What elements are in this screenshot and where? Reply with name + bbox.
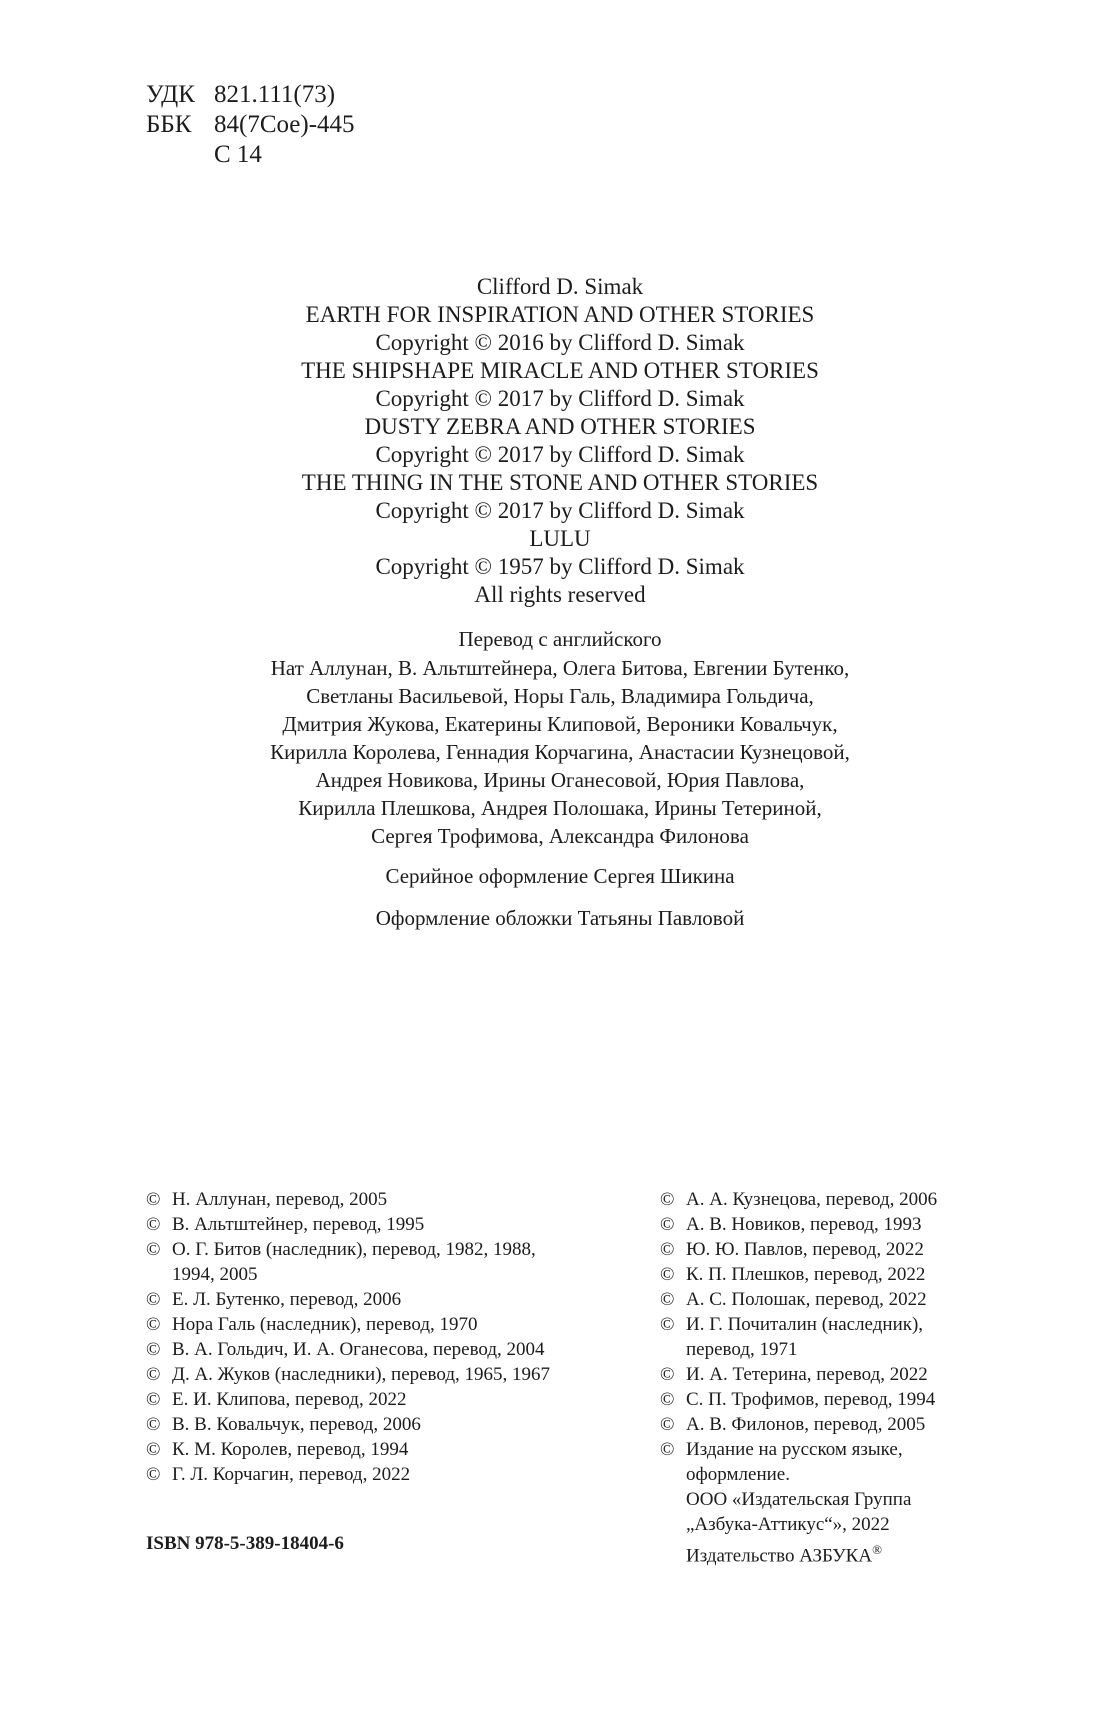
translators-line: Сергея Трофимова, Александра Филонова [371, 824, 749, 848]
copyright-text: С. П. Трофимов, перевод, 1994 [686, 1389, 936, 1410]
bbk-row [146, 110, 355, 140]
copyright-icon: © [146, 1239, 161, 1260]
credit-line: EARTH FOR INSPIRATION AND OTHER STORIES [305, 302, 815, 327]
copyright-icon: © [660, 1214, 675, 1235]
credit-line: THE SHIPSHAPE MIRACLE AND OTHER STORIES [301, 358, 819, 383]
copyright-icon: © [146, 1414, 161, 1435]
copyright-icon: © [146, 1439, 161, 1460]
copyright-text: В. Альтштейнер, перевод, 1995 [172, 1214, 425, 1235]
translators-line: Кирилла Королева, Геннадия Корчагина, Анастасии Кузнецовой, [270, 740, 850, 764]
credit-line: Copyright © 2016 by Clifford D. Simak [375, 330, 745, 355]
copyright-icon: © [146, 1364, 161, 1385]
copyright-item [660, 1287, 1000, 1312]
copyright-text: А. В. Филонов, перевод, 2005 [686, 1414, 926, 1435]
copyright-icon: © [660, 1289, 675, 1310]
copyright-icon: © [660, 1414, 675, 1435]
copyright-item [146, 1187, 626, 1212]
copyright-icon: © [660, 1264, 675, 1285]
publisher-name: Издательство АЗБУКА [686, 1545, 873, 1567]
copyright-text: А. В. Новиков, перевод, 1993 [686, 1214, 922, 1235]
credit-line: Copyright © 2017 by Clifford D. Simak [375, 386, 745, 411]
copyright-icon: © [146, 1289, 161, 1310]
copyright-item [146, 1412, 626, 1437]
cover-design: Оформление обложки Татьяны Павловой [375, 906, 745, 930]
copyright-item [146, 1437, 626, 1462]
credit-line: DUSTY ZEBRA AND OTHER STORIES [364, 414, 756, 439]
copyright-icon: © [146, 1189, 161, 1210]
copyright-text: Е. И. Клипова, перевод, 2022 [172, 1389, 407, 1410]
copyright-item [660, 1437, 1000, 1462]
credit-line: Clifford D. Simak [476, 274, 644, 299]
copyright-icon: © [146, 1214, 161, 1235]
copyright-text: О. Г. Битов (наследник), перевод, 1982, 1988, [172, 1239, 536, 1260]
copyright-icon: © [146, 1464, 161, 1485]
publisher-line-2: „Азбука-Аттикус“», 2022 [686, 1514, 890, 1535]
copyright-item [146, 1387, 626, 1412]
author-mark: С 14 [214, 141, 262, 168]
copyright-item [660, 1312, 1000, 1337]
copyrights-left-column [146, 1187, 626, 1487]
copyright-icon: © [660, 1189, 675, 1210]
copyright-text: Ю. Ю. Павлов, перевод, 2022 [686, 1239, 924, 1260]
copyright-item [660, 1187, 1000, 1212]
copyright-text: Нора Галь (наследник), перевод, 1970 [172, 1314, 478, 1335]
copyright-item [146, 1212, 626, 1237]
registered-mark: ® [872, 1542, 882, 1557]
copyright-text: К. М. Королев, перевод, 1994 [172, 1439, 409, 1460]
udk-value: 821.111(73) [214, 81, 336, 108]
credit-line: Copyright © 1957 by Clifford D. Simak [375, 554, 745, 579]
copyright-text: Е. Л. Бутенко, перевод, 2006 [172, 1289, 402, 1310]
copyright-item [660, 1212, 1000, 1237]
copyright-text: А. А. Кузнецова, перевод, 2006 [686, 1189, 938, 1210]
series-design: Серийное оформление Сергея Шикина [385, 864, 735, 888]
copyright-text: Г. Л. Корчагин, перевод, 2022 [172, 1464, 411, 1485]
copyright-text: И. А. Тетерина, перевод, 2022 [686, 1364, 928, 1385]
credit-line: THE THING IN THE STONE AND OTHER STORIES [301, 470, 819, 495]
credit-line: Copyright © 2017 by Clifford D. Simak [375, 442, 745, 467]
copyright-item [146, 1462, 626, 1487]
isbn: ISBN 978-5-389-18404-6 [146, 1533, 344, 1554]
copyright-continuation: перевод, 1971 [686, 1339, 798, 1360]
copyright-item [146, 1312, 626, 1337]
copyright-icon: © [146, 1314, 161, 1335]
translation-block [0, 625, 1100, 850]
copyright-text: В. В. Ковальчук, перевод, 2006 [172, 1414, 421, 1435]
copyright-text: К. П. Плешков, перевод, 2022 [686, 1264, 926, 1285]
credit-line: Copyright © 2017 by Clifford D. Simak [375, 498, 745, 523]
copyright-icon: © [660, 1364, 675, 1385]
copyright-text: А. С. Полошак, перевод, 2022 [686, 1289, 927, 1310]
copyright-item [146, 1362, 626, 1387]
translators-line: Нат Аллунан, В. Альтштейнера, Олега Битова, Евгении Бутенко, [270, 656, 850, 680]
copyright-text: В. А. Гольдич, И. А. Оганесова, перевод, 2004 [172, 1339, 545, 1360]
copyright-text: И. Г. Почиталин (наследник), [686, 1314, 924, 1335]
publisher-line-1: ООО «Издательская Группа [686, 1489, 912, 1510]
copyright-item [660, 1387, 1000, 1412]
copyright-icon: © [146, 1389, 161, 1410]
copyright-icon: © [146, 1339, 161, 1360]
copyright-text: Издание на русском языке, [686, 1439, 903, 1460]
copyright-item [660, 1362, 1000, 1387]
udk-label: УДК [146, 81, 195, 108]
author-mark-row [146, 140, 355, 170]
copyright-continuation: 1994, 2005 [172, 1264, 258, 1285]
copyright-continuation: оформление. [686, 1464, 790, 1485]
translators-line: Андрея Новикова, Ирины Оганесовой, Юрия Павлова, [315, 768, 805, 792]
translators-line: Светланы Васильевой, Норы Галь, Владимира Гольдича, [306, 684, 814, 708]
udk-row [146, 80, 355, 110]
credit-line: All rights reserved [474, 582, 646, 607]
copyright-item [146, 1237, 626, 1262]
copyright-item [660, 1412, 1000, 1437]
credit-line: LULU [529, 526, 591, 551]
copyright-icon: © [660, 1314, 675, 1335]
original-credits [0, 273, 1100, 609]
classification-block [146, 80, 355, 170]
copyright-icon: © [660, 1239, 675, 1260]
copyright-item [146, 1337, 626, 1362]
bbk-label: ББК [146, 111, 192, 138]
copyrights-right-column [660, 1187, 1000, 1568]
copyright-icon: © [660, 1389, 675, 1410]
translators-line: Дмитрия Жукова, Екатерины Клиповой, Вероники Ковальчук, [282, 712, 838, 736]
bbk-value: 84(7Сое)-445 [214, 111, 355, 138]
copyright-text: Н. Аллунан, перевод, 2005 [172, 1189, 388, 1210]
translation-heading: Перевод с английского [458, 627, 662, 651]
copyright-item [146, 1287, 626, 1312]
translators-line: Кирилла Плешкова, Андрея Полошака, Ирины Тетериной, [298, 796, 822, 820]
copyright-text: Д. А. Жуков (наследники), перевод, 1965, 1967 [172, 1364, 551, 1385]
translators-list [0, 654, 1100, 850]
publisher-line-3 [660, 1537, 1000, 1568]
copyright-icon: © [660, 1439, 675, 1460]
copyright-item [660, 1237, 1000, 1262]
copyright-item [660, 1262, 1000, 1287]
